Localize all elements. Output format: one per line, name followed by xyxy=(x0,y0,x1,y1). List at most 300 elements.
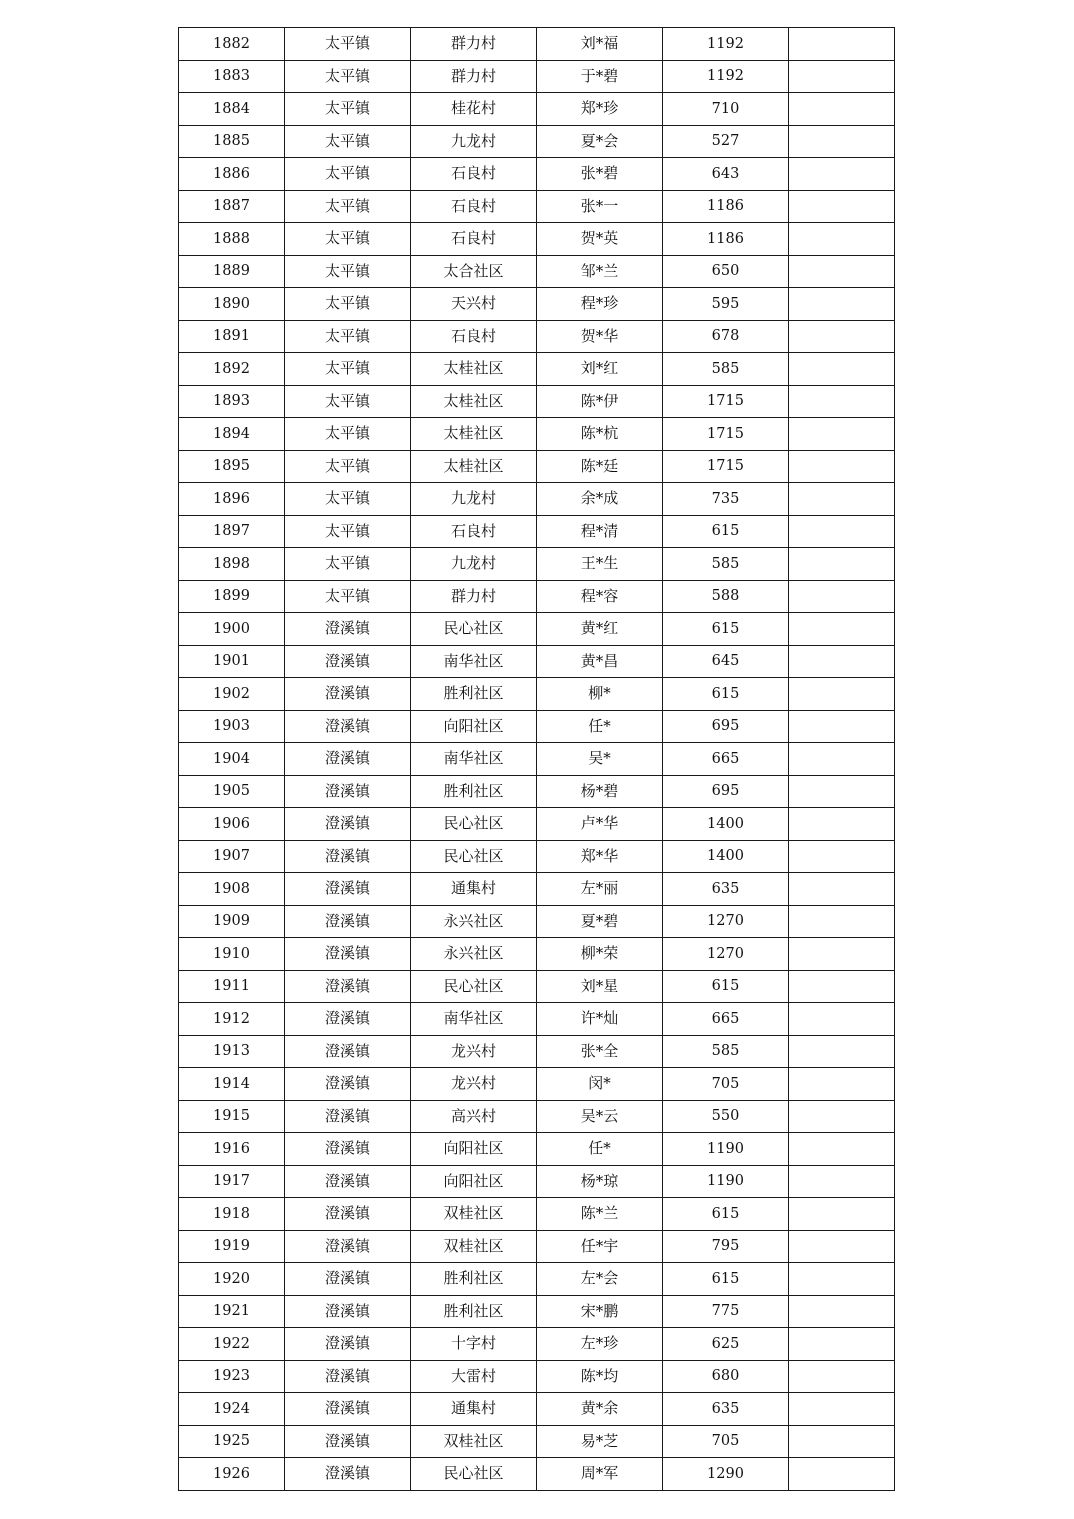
cell-village: 龙兴村 xyxy=(411,1035,537,1068)
cell-amount: 1400 xyxy=(663,808,789,841)
cell-person-name: 王*生 xyxy=(537,548,663,581)
cell-person-name: 程*珍 xyxy=(537,288,663,321)
cell-note xyxy=(789,1263,895,1296)
cell-person-name: 贺*华 xyxy=(537,320,663,353)
cell-amount: 585 xyxy=(663,548,789,581)
cell-person-name: 郑*珍 xyxy=(537,93,663,126)
cell-person-name: 杨*碧 xyxy=(537,775,663,808)
cell-town: 太平镇 xyxy=(285,223,411,256)
cell-village: 永兴社区 xyxy=(411,905,537,938)
cell-town: 太平镇 xyxy=(285,580,411,613)
cell-amount: 665 xyxy=(663,1003,789,1036)
cell-serial-number: 1896 xyxy=(179,483,285,516)
cell-note xyxy=(789,385,895,418)
cell-serial-number: 1908 xyxy=(179,873,285,906)
cell-town: 太平镇 xyxy=(285,450,411,483)
table-row xyxy=(179,1035,895,1068)
cell-town: 澄溪镇 xyxy=(285,1035,411,1068)
cell-amount: 678 xyxy=(663,320,789,353)
cell-village: 太桂社区 xyxy=(411,450,537,483)
cell-note xyxy=(789,418,895,451)
table-row xyxy=(179,1198,895,1231)
cell-note xyxy=(789,645,895,678)
cell-serial-number: 1926 xyxy=(179,1458,285,1491)
cell-note xyxy=(789,1230,895,1263)
table-row xyxy=(179,385,895,418)
cell-person-name: 陈*伊 xyxy=(537,385,663,418)
cell-amount: 1186 xyxy=(663,190,789,223)
table-row xyxy=(179,808,895,841)
cell-person-name: 许*灿 xyxy=(537,1003,663,1036)
cell-amount: 615 xyxy=(663,613,789,646)
cell-note xyxy=(789,840,895,873)
cell-village: 太合社区 xyxy=(411,255,537,288)
cell-person-name: 柳*荣 xyxy=(537,938,663,971)
cell-town: 太平镇 xyxy=(285,320,411,353)
cell-town: 澄溪镇 xyxy=(285,613,411,646)
cell-serial-number: 1894 xyxy=(179,418,285,451)
cell-note xyxy=(789,515,895,548)
cell-serial-number: 1919 xyxy=(179,1230,285,1263)
cell-town: 澄溪镇 xyxy=(285,1230,411,1263)
cell-person-name: 黄*昌 xyxy=(537,645,663,678)
cell-note xyxy=(789,60,895,93)
cell-serial-number: 1907 xyxy=(179,840,285,873)
cell-town: 澄溪镇 xyxy=(285,1425,411,1458)
cell-person-name: 陈*廷 xyxy=(537,450,663,483)
cell-amount: 615 xyxy=(663,678,789,711)
cell-town: 澄溪镇 xyxy=(285,1133,411,1166)
cell-town: 太平镇 xyxy=(285,158,411,191)
cell-note xyxy=(789,1360,895,1393)
cell-note xyxy=(789,1100,895,1133)
cell-note xyxy=(789,288,895,321)
cell-town: 太平镇 xyxy=(285,125,411,158)
cell-serial-number: 1897 xyxy=(179,515,285,548)
cell-town: 澄溪镇 xyxy=(285,808,411,841)
cell-serial-number: 1904 xyxy=(179,743,285,776)
table-row xyxy=(179,1393,895,1426)
cell-serial-number: 1906 xyxy=(179,808,285,841)
cell-serial-number: 1893 xyxy=(179,385,285,418)
cell-village: 胜利社区 xyxy=(411,775,537,808)
cell-note xyxy=(789,483,895,516)
cell-amount: 585 xyxy=(663,353,789,386)
cell-village: 龙兴村 xyxy=(411,1068,537,1101)
cell-town: 澄溪镇 xyxy=(285,1165,411,1198)
cell-serial-number: 1911 xyxy=(179,970,285,1003)
cell-town: 澄溪镇 xyxy=(285,1100,411,1133)
cell-note xyxy=(789,158,895,191)
cell-amount: 635 xyxy=(663,1393,789,1426)
table-row xyxy=(179,678,895,711)
cell-village: 十字村 xyxy=(411,1328,537,1361)
cell-person-name: 刘*福 xyxy=(537,28,663,61)
cell-amount: 710 xyxy=(663,93,789,126)
cell-serial-number: 1923 xyxy=(179,1360,285,1393)
cell-town: 太平镇 xyxy=(285,515,411,548)
cell-note xyxy=(789,1328,895,1361)
cell-village: 太桂社区 xyxy=(411,385,537,418)
cell-serial-number: 1910 xyxy=(179,938,285,971)
cell-note xyxy=(789,580,895,613)
cell-person-name: 刘*红 xyxy=(537,353,663,386)
cell-village: 石良村 xyxy=(411,190,537,223)
cell-person-name: 黄*红 xyxy=(537,613,663,646)
cell-village: 石良村 xyxy=(411,515,537,548)
table-row xyxy=(179,1458,895,1491)
cell-person-name: 杨*琼 xyxy=(537,1165,663,1198)
table-row xyxy=(179,515,895,548)
cell-note xyxy=(789,255,895,288)
cell-person-name: 宋*鹏 xyxy=(537,1295,663,1328)
table-row xyxy=(179,158,895,191)
cell-serial-number: 1900 xyxy=(179,613,285,646)
cell-amount: 795 xyxy=(663,1230,789,1263)
cell-serial-number: 1886 xyxy=(179,158,285,191)
cell-village: 民心社区 xyxy=(411,613,537,646)
cell-village: 天兴村 xyxy=(411,288,537,321)
cell-person-name: 郑*华 xyxy=(537,840,663,873)
cell-amount: 527 xyxy=(663,125,789,158)
cell-note xyxy=(789,873,895,906)
table-row xyxy=(179,873,895,906)
cell-town: 太平镇 xyxy=(285,418,411,451)
records-table-body xyxy=(179,28,895,1491)
cell-serial-number: 1914 xyxy=(179,1068,285,1101)
cell-serial-number: 1924 xyxy=(179,1393,285,1426)
cell-note xyxy=(789,938,895,971)
cell-serial-number: 1898 xyxy=(179,548,285,581)
cell-town: 太平镇 xyxy=(285,255,411,288)
cell-person-name: 任*宇 xyxy=(537,1230,663,1263)
cell-note xyxy=(789,775,895,808)
cell-town: 澄溪镇 xyxy=(285,1360,411,1393)
cell-village: 民心社区 xyxy=(411,808,537,841)
cell-note xyxy=(789,223,895,256)
cell-town: 澄溪镇 xyxy=(285,970,411,1003)
cell-person-name: 任* xyxy=(537,1133,663,1166)
table-row xyxy=(179,645,895,678)
table-row xyxy=(179,125,895,158)
cell-serial-number: 1920 xyxy=(179,1263,285,1296)
cell-note xyxy=(789,1165,895,1198)
cell-note xyxy=(789,353,895,386)
cell-note xyxy=(789,28,895,61)
cell-village: 胜利社区 xyxy=(411,1263,537,1296)
cell-serial-number: 1884 xyxy=(179,93,285,126)
cell-amount: 588 xyxy=(663,580,789,613)
cell-note xyxy=(789,1295,895,1328)
cell-village: 胜利社区 xyxy=(411,678,537,711)
cell-village: 双桂社区 xyxy=(411,1425,537,1458)
cell-note xyxy=(789,1198,895,1231)
cell-amount: 550 xyxy=(663,1100,789,1133)
table-row xyxy=(179,320,895,353)
cell-serial-number: 1903 xyxy=(179,710,285,743)
cell-town: 澄溪镇 xyxy=(285,1295,411,1328)
cell-person-name: 张*一 xyxy=(537,190,663,223)
cell-village: 南华社区 xyxy=(411,645,537,678)
cell-amount: 615 xyxy=(663,515,789,548)
cell-serial-number: 1901 xyxy=(179,645,285,678)
cell-town: 澄溪镇 xyxy=(285,1458,411,1491)
cell-village: 九龙村 xyxy=(411,125,537,158)
cell-person-name: 于*碧 xyxy=(537,60,663,93)
cell-person-name: 张*碧 xyxy=(537,158,663,191)
cell-note xyxy=(789,548,895,581)
cell-person-name: 左*丽 xyxy=(537,873,663,906)
table-row xyxy=(179,483,895,516)
cell-village: 通集村 xyxy=(411,873,537,906)
cell-note xyxy=(789,93,895,126)
cell-person-name: 程*清 xyxy=(537,515,663,548)
cell-amount: 615 xyxy=(663,1198,789,1231)
cell-note xyxy=(789,190,895,223)
table-row xyxy=(179,353,895,386)
cell-village: 民心社区 xyxy=(411,1458,537,1491)
table-row xyxy=(179,223,895,256)
table-row xyxy=(179,970,895,1003)
table-row xyxy=(179,840,895,873)
cell-person-name: 闵* xyxy=(537,1068,663,1101)
cell-person-name: 张*全 xyxy=(537,1035,663,1068)
cell-serial-number: 1890 xyxy=(179,288,285,321)
cell-serial-number: 1887 xyxy=(179,190,285,223)
table-row xyxy=(179,743,895,776)
cell-village: 群力村 xyxy=(411,60,537,93)
cell-person-name: 陈*杭 xyxy=(537,418,663,451)
cell-person-name: 陈*兰 xyxy=(537,1198,663,1231)
cell-town: 澄溪镇 xyxy=(285,710,411,743)
cell-serial-number: 1892 xyxy=(179,353,285,386)
table-row xyxy=(179,93,895,126)
cell-person-name: 易*芝 xyxy=(537,1425,663,1458)
cell-town: 太平镇 xyxy=(285,28,411,61)
cell-serial-number: 1885 xyxy=(179,125,285,158)
cell-serial-number: 1895 xyxy=(179,450,285,483)
cell-village: 向阳社区 xyxy=(411,710,537,743)
cell-note xyxy=(789,1035,895,1068)
cell-amount: 625 xyxy=(663,1328,789,1361)
cell-serial-number: 1909 xyxy=(179,905,285,938)
cell-note xyxy=(789,1425,895,1458)
cell-serial-number: 1915 xyxy=(179,1100,285,1133)
cell-town: 澄溪镇 xyxy=(285,905,411,938)
cell-amount: 695 xyxy=(663,710,789,743)
cell-person-name: 柳* xyxy=(537,678,663,711)
cell-note xyxy=(789,450,895,483)
cell-town: 澄溪镇 xyxy=(285,743,411,776)
cell-serial-number: 1913 xyxy=(179,1035,285,1068)
cell-town: 太平镇 xyxy=(285,353,411,386)
cell-amount: 1270 xyxy=(663,905,789,938)
cell-town: 太平镇 xyxy=(285,483,411,516)
cell-village: 民心社区 xyxy=(411,970,537,1003)
cell-note xyxy=(789,743,895,776)
cell-village: 向阳社区 xyxy=(411,1133,537,1166)
table-row xyxy=(179,905,895,938)
cell-amount: 1192 xyxy=(663,28,789,61)
cell-amount: 665 xyxy=(663,743,789,776)
cell-serial-number: 1917 xyxy=(179,1165,285,1198)
table-row xyxy=(179,255,895,288)
cell-serial-number: 1902 xyxy=(179,678,285,711)
cell-note xyxy=(789,1393,895,1426)
cell-amount: 1400 xyxy=(663,840,789,873)
cell-amount: 1715 xyxy=(663,418,789,451)
cell-note xyxy=(789,1458,895,1491)
cell-person-name: 邹*兰 xyxy=(537,255,663,288)
document-page xyxy=(178,27,894,1491)
cell-town: 太平镇 xyxy=(285,548,411,581)
cell-town: 太平镇 xyxy=(285,190,411,223)
cell-amount: 615 xyxy=(663,970,789,1003)
cell-village: 通集村 xyxy=(411,1393,537,1426)
cell-village: 石良村 xyxy=(411,158,537,191)
cell-amount: 635 xyxy=(663,873,789,906)
table-row xyxy=(179,548,895,581)
cell-note xyxy=(789,1133,895,1166)
cell-village: 石良村 xyxy=(411,320,537,353)
cell-note xyxy=(789,678,895,711)
cell-serial-number: 1922 xyxy=(179,1328,285,1361)
cell-town: 澄溪镇 xyxy=(285,938,411,971)
table-row xyxy=(179,1360,895,1393)
cell-village: 南华社区 xyxy=(411,743,537,776)
table-row xyxy=(179,190,895,223)
table-row xyxy=(179,1133,895,1166)
table-row xyxy=(179,1263,895,1296)
table-row xyxy=(179,418,895,451)
cell-town: 澄溪镇 xyxy=(285,1068,411,1101)
table-row xyxy=(179,775,895,808)
cell-amount: 615 xyxy=(663,1263,789,1296)
cell-person-name: 任* xyxy=(537,710,663,743)
table-row xyxy=(179,1165,895,1198)
cell-serial-number: 1918 xyxy=(179,1198,285,1231)
cell-town: 太平镇 xyxy=(285,93,411,126)
cell-town: 澄溪镇 xyxy=(285,1328,411,1361)
cell-amount: 1715 xyxy=(663,385,789,418)
cell-serial-number: 1888 xyxy=(179,223,285,256)
cell-town: 澄溪镇 xyxy=(285,1393,411,1426)
cell-amount: 650 xyxy=(663,255,789,288)
cell-amount: 1270 xyxy=(663,938,789,971)
cell-village: 太桂社区 xyxy=(411,353,537,386)
table-row xyxy=(179,288,895,321)
cell-town: 澄溪镇 xyxy=(285,1003,411,1036)
cell-town: 澄溪镇 xyxy=(285,645,411,678)
table-row xyxy=(179,1425,895,1458)
cell-person-name: 吴*云 xyxy=(537,1100,663,1133)
cell-village: 永兴社区 xyxy=(411,938,537,971)
cell-person-name: 左*珍 xyxy=(537,1328,663,1361)
cell-person-name: 吴* xyxy=(537,743,663,776)
cell-person-name: 左*会 xyxy=(537,1263,663,1296)
table-row xyxy=(179,1003,895,1036)
cell-person-name: 卢*华 xyxy=(537,808,663,841)
cell-amount: 595 xyxy=(663,288,789,321)
cell-serial-number: 1899 xyxy=(179,580,285,613)
cell-village: 向阳社区 xyxy=(411,1165,537,1198)
cell-note xyxy=(789,970,895,1003)
cell-person-name: 刘*星 xyxy=(537,970,663,1003)
cell-village: 民心社区 xyxy=(411,840,537,873)
cell-amount: 705 xyxy=(663,1425,789,1458)
cell-note xyxy=(789,808,895,841)
cell-village: 石良村 xyxy=(411,223,537,256)
cell-town: 澄溪镇 xyxy=(285,873,411,906)
cell-amount: 1192 xyxy=(663,60,789,93)
table-row xyxy=(179,1295,895,1328)
cell-village: 胜利社区 xyxy=(411,1295,537,1328)
cell-village: 双桂社区 xyxy=(411,1198,537,1231)
cell-town: 澄溪镇 xyxy=(285,1263,411,1296)
cell-serial-number: 1921 xyxy=(179,1295,285,1328)
cell-amount: 1190 xyxy=(663,1165,789,1198)
cell-town: 澄溪镇 xyxy=(285,1198,411,1231)
cell-amount: 1190 xyxy=(663,1133,789,1166)
cell-amount: 695 xyxy=(663,775,789,808)
cell-note xyxy=(789,1003,895,1036)
cell-town: 澄溪镇 xyxy=(285,775,411,808)
cell-serial-number: 1891 xyxy=(179,320,285,353)
cell-serial-number: 1912 xyxy=(179,1003,285,1036)
cell-village: 桂花村 xyxy=(411,93,537,126)
records-table xyxy=(178,27,895,1491)
cell-serial-number: 1883 xyxy=(179,60,285,93)
cell-amount: 775 xyxy=(663,1295,789,1328)
cell-serial-number: 1882 xyxy=(179,28,285,61)
table-row xyxy=(179,1230,895,1263)
cell-person-name: 余*成 xyxy=(537,483,663,516)
cell-village: 九龙村 xyxy=(411,483,537,516)
cell-note xyxy=(789,905,895,938)
cell-person-name: 夏*会 xyxy=(537,125,663,158)
cell-amount: 645 xyxy=(663,645,789,678)
cell-village: 大雷村 xyxy=(411,1360,537,1393)
table-row xyxy=(179,1100,895,1133)
table-row xyxy=(179,28,895,61)
cell-amount: 735 xyxy=(663,483,789,516)
cell-village: 太桂社区 xyxy=(411,418,537,451)
table-row xyxy=(179,1068,895,1101)
cell-town: 太平镇 xyxy=(285,385,411,418)
table-row xyxy=(179,710,895,743)
cell-serial-number: 1905 xyxy=(179,775,285,808)
table-row xyxy=(179,60,895,93)
cell-village: 双桂社区 xyxy=(411,1230,537,1263)
cell-town: 澄溪镇 xyxy=(285,678,411,711)
cell-amount: 585 xyxy=(663,1035,789,1068)
cell-village: 南华社区 xyxy=(411,1003,537,1036)
cell-amount: 1715 xyxy=(663,450,789,483)
cell-person-name: 夏*碧 xyxy=(537,905,663,938)
cell-person-name: 程*容 xyxy=(537,580,663,613)
cell-note xyxy=(789,613,895,646)
cell-amount: 643 xyxy=(663,158,789,191)
cell-amount: 1186 xyxy=(663,223,789,256)
cell-village: 高兴村 xyxy=(411,1100,537,1133)
table-row xyxy=(179,1328,895,1361)
cell-serial-number: 1889 xyxy=(179,255,285,288)
table-row xyxy=(179,613,895,646)
table-row xyxy=(179,450,895,483)
cell-note xyxy=(789,1068,895,1101)
table-row xyxy=(179,938,895,971)
cell-town: 澄溪镇 xyxy=(285,840,411,873)
